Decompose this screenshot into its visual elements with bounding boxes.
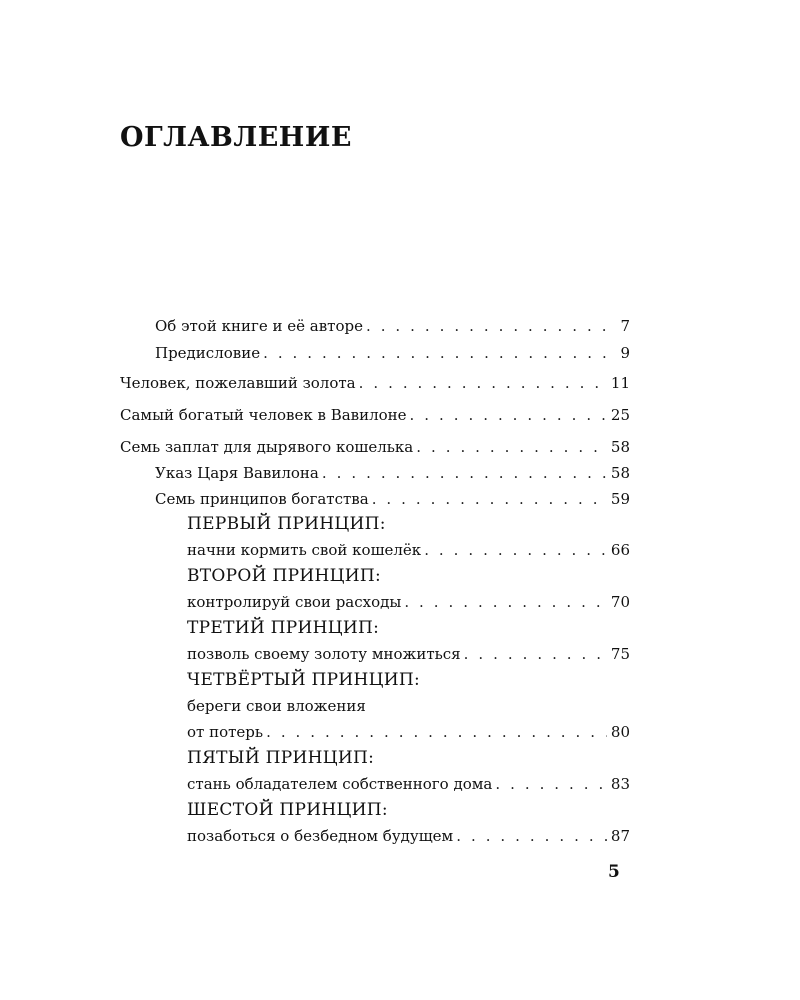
toc-entry-label: Семь заплат для дырявого кошелька [120,438,414,456]
toc-entry-page: 75 [610,645,630,663]
page-title: ОГЛАВЛЕНИЕ [120,122,352,153]
toc-entry-principle-5[interactable] [187,772,630,796]
toc-entry-kings-decree[interactable] [155,461,630,485]
toc-entry-page: 7 [620,317,630,335]
principle-heading-1: ПЕРВЫЙ ПРИНЦИП: [187,514,386,534]
dot-leader [424,538,607,562]
toc-entry-label: начни кормить свой кошелёк [187,541,422,559]
toc-entry-page: 70 [610,593,630,611]
toc-entry-label: контролируй свои расходы [187,593,402,611]
dot-leader [464,642,607,666]
toc-entry-richest-man[interactable] [120,403,630,427]
toc-entry-label: Семь принципов богатства [155,490,369,508]
toc-entry-preface[interactable] [155,341,630,365]
principle-heading-6: ШЕСТОЙ ПРИНЦИП: [187,800,388,820]
toc-entry-label: от потерь [187,723,264,741]
toc-entry-about-book[interactable] [155,314,630,338]
toc-entry-label: стань обладателем собственного дома [187,775,493,793]
dot-leader [263,341,608,365]
toc-entry-page: 59 [610,490,630,508]
toc-entry-principle-6[interactable] [187,824,630,848]
toc-entry-label: Самый богатый человек в Вавилоне [120,406,407,424]
toc-entry-page: 58 [610,464,630,482]
dot-leader [322,461,607,485]
toc-entry-seven-principles[interactable] [155,487,630,511]
principle-heading-3: ТРЕТИЙ ПРИНЦИП: [187,618,380,638]
dot-leader [372,487,607,511]
dot-leader [456,824,607,848]
principle-heading-2: ВТОРОЙ ПРИНЦИП: [187,566,381,586]
dot-leader [495,772,607,796]
dot-leader [416,435,607,459]
page-number: 5 [608,862,620,882]
toc-entry-page: 87 [610,827,630,845]
toc-entry-label: позаботься о безбедном будущем [187,827,454,845]
dot-leader [359,371,607,395]
toc-entry-label: Об этой книге и её авторе [155,317,363,335]
toc-entry-principle-4[interactable] [187,720,630,744]
toc-entry-page: 58 [610,438,630,456]
toc-entry-principle-2[interactable] [187,590,630,614]
dot-leader [410,403,607,427]
toc-entry-page: 80 [610,723,630,741]
dot-leader [266,720,607,744]
toc-entry-page: 66 [610,541,630,559]
principle-heading-4: ЧЕТВЁРТЫЙ ПРИНЦИП: [187,670,421,690]
toc-entry-principle-1[interactable] [187,538,630,562]
toc-entry-man-gold[interactable] [120,371,630,395]
dot-leader [404,590,607,614]
toc-entry-label: Предисловие [155,344,261,362]
principle-heading-5: ПЯТЫЙ ПРИНЦИП: [187,748,375,768]
toc-entry-principle-3[interactable] [187,642,630,666]
toc-entry-label: Человек, пожелавший золота [120,374,356,392]
toc-entry-label: Указ Царя Вавилона [155,464,319,482]
dot-leader [366,314,608,338]
toc-entry-page: 11 [610,374,630,392]
toc-entry-label: позволь своему золоту множиться [187,645,461,663]
toc-entry-seven-patches[interactable] [120,435,630,459]
toc-entry-page: 83 [610,775,630,793]
toc-entry-page: 9 [620,344,630,362]
toc-entry-principle-4-line1[interactable]: береги свои вложения [187,697,366,715]
toc-entry-page: 25 [610,406,630,424]
